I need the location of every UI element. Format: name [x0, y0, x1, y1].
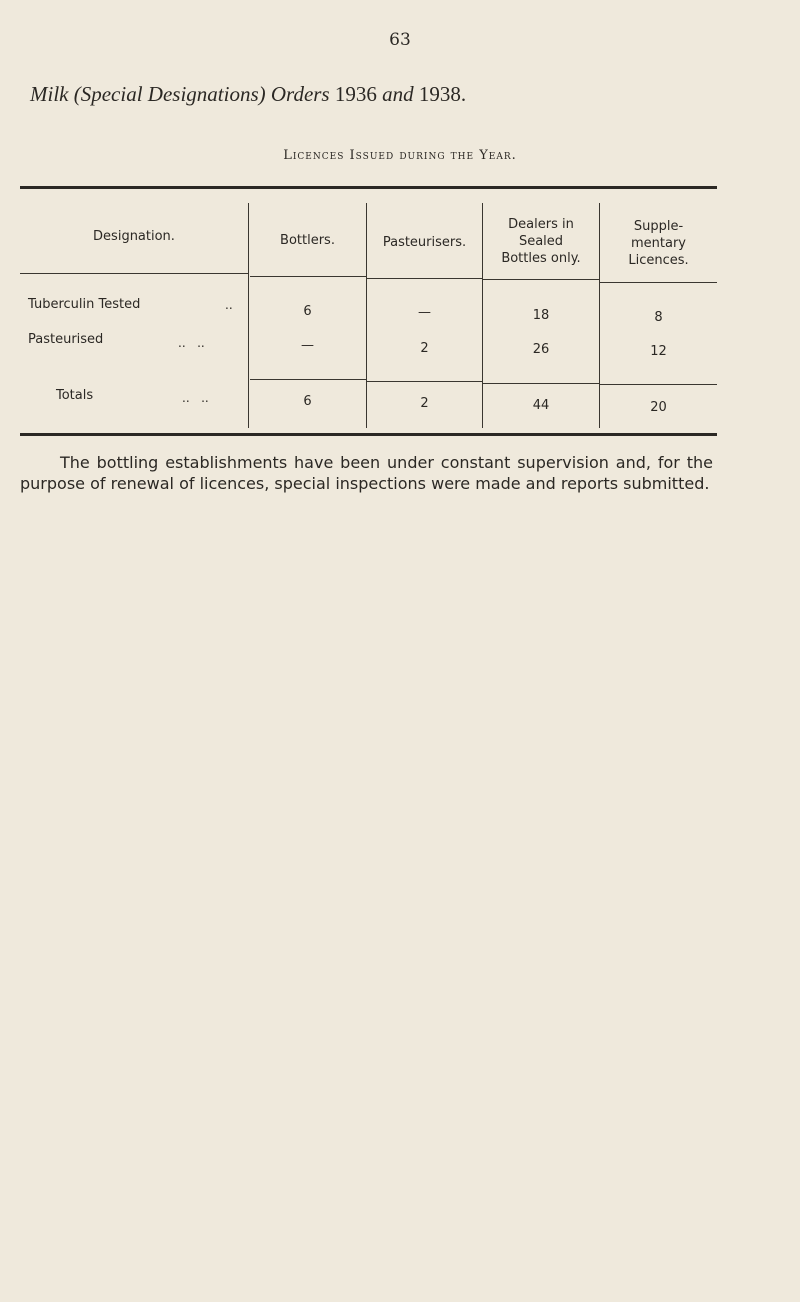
leader-dots: ..: [225, 298, 233, 312]
cell-dealers: 26: [532, 342, 550, 357]
header-designation: Designation.: [93, 229, 175, 244]
body-paragraph: The bottling establishments have been under constant supervision and, for the purpose of renewal of licences, special inspections were made and reports submitted.: [20, 453, 713, 493]
total-bottlers: 6: [303, 394, 312, 409]
licences-table: [20, 186, 717, 438]
totals-rule: [483, 383, 599, 384]
table-top-rule: [20, 186, 717, 189]
page-title: Milk (Special Designations) Orders 1936 and 1938.: [30, 82, 467, 106]
row-label: Pasteurised: [28, 332, 104, 347]
cell-bottlers: 6: [303, 304, 312, 319]
table-caption: Licences Issued during the Year.: [283, 148, 517, 163]
totals-rule: [367, 381, 482, 382]
header-rule: [483, 279, 599, 280]
cell-dealers: 18: [532, 308, 550, 323]
header-rule: [367, 278, 482, 279]
cell-supplementary: 8: [654, 310, 663, 325]
cell-bottlers: —: [301, 338, 314, 353]
cell-pasteurisers: 2: [420, 341, 429, 356]
header-supplementary: Supple- mentary Licences.: [628, 219, 689, 268]
total-supplementary: 20: [650, 400, 667, 415]
header-rule: [250, 276, 366, 277]
cell-pasteurisers: —: [418, 305, 431, 320]
leader-dots: .. ..: [178, 336, 205, 350]
table-bottom-rule: [20, 433, 717, 436]
total-dealers: 44: [532, 398, 550, 413]
header-rule: [600, 282, 717, 283]
cell-supplementary: 12: [650, 344, 667, 359]
totals-label: Totals: [56, 388, 94, 403]
totals-rule: [600, 384, 717, 385]
header-bottlers: Bottlers.: [280, 233, 335, 248]
header-dealers: Dealers in Sealed Bottles only.: [501, 217, 581, 266]
total-pasteurisers: 2: [420, 396, 429, 411]
row-label: Tuberculin Tested: [28, 297, 141, 312]
header-pasteurisers: Pasteurisers.: [382, 235, 467, 250]
page-number: 63: [389, 30, 411, 50]
totals-rule: [250, 379, 366, 380]
header-rule: [20, 273, 248, 274]
leader-dots: .. ..: [182, 391, 209, 405]
